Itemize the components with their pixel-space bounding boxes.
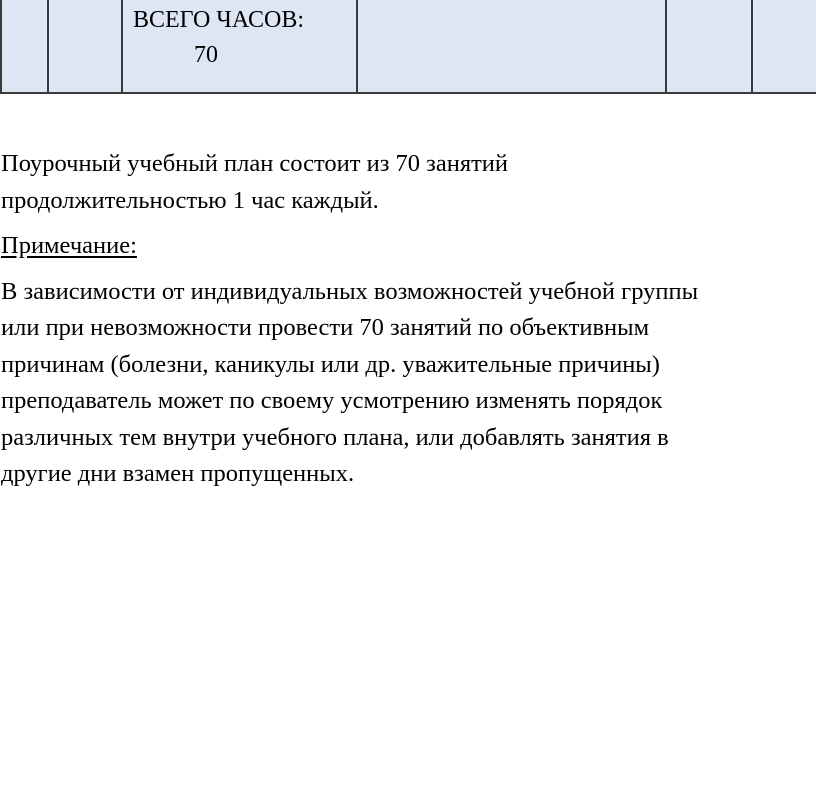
plan-description bbox=[1, 146, 813, 493]
table-cell-border bbox=[0, 0, 2, 92]
table-cell-border bbox=[665, 0, 667, 92]
note-line: В зависимости от индивидуальных возможностей учебной группы bbox=[1, 277, 699, 305]
note-paragraph bbox=[1, 274, 813, 493]
table-cell-border bbox=[47, 0, 49, 92]
intro-paragraph bbox=[1, 146, 813, 219]
total-hours-label: ВСЕГО ЧАСОВ: bbox=[133, 7, 305, 33]
table-cell-border bbox=[751, 0, 753, 92]
note-line: различных тем внутри учебного плана, или добавлять занятия в bbox=[1, 423, 669, 451]
note-line: или при невозможности провести 70 занятий по объективным bbox=[1, 314, 650, 341]
total-hours-value: 70 bbox=[194, 42, 218, 68]
note-line: причинам (болезни, каникулы или др. уважительные причины) bbox=[1, 350, 660, 378]
note-heading: Примечание: bbox=[1, 232, 137, 259]
table-cell-border bbox=[356, 0, 358, 92]
intro-line: продолжительностью 1 час каждый. bbox=[1, 186, 379, 214]
note-line: другие дни взамен пропущенных. bbox=[1, 460, 355, 487]
hours-table-row bbox=[0, 0, 816, 94]
intro-line: Поурочный учебный план состоит из 70 занятий bbox=[1, 150, 509, 177]
note-line: преподаватель может по своему усмотрению изменять порядок bbox=[1, 387, 663, 414]
table-cell-border bbox=[121, 0, 123, 92]
